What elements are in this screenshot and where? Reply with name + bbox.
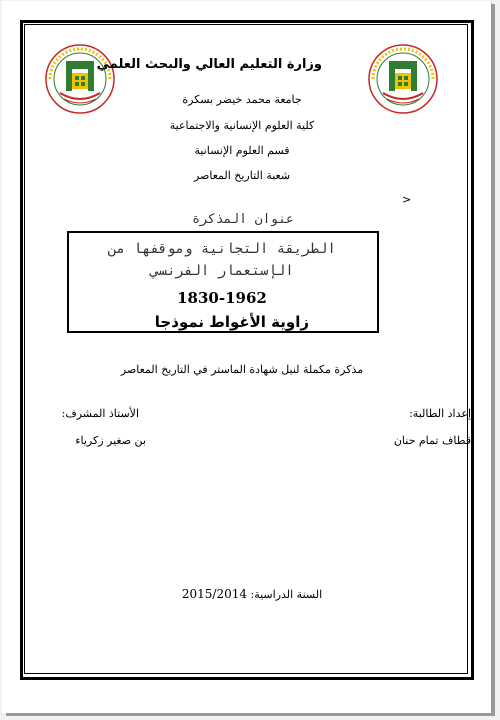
thesis-title-line-1: الطريقة التجانية وموقفها من: [108, 241, 336, 257]
thesis-title-box: [67, 231, 379, 333]
thesis-title-label: عنوان المذكرة: [192, 212, 294, 227]
academic-year: [152, 587, 352, 601]
supervisor-name: بن صغير زكرياء: [75, 434, 146, 447]
academic-year-value: 2015/2014: [181, 587, 247, 601]
university-seal-icon: [367, 43, 439, 115]
academic-year-label: السنة الدراسية:: [250, 588, 323, 601]
thesis-subtitle: زاوية الأغواط نموذجا: [154, 313, 309, 331]
supervisor-label: الأستاذ المشرف:: [61, 407, 139, 420]
department-name: قسم العلوم الإنسانية: [194, 144, 290, 157]
ministry-title: وزارة التعليم العالي والبحث العلمي: [96, 57, 322, 72]
university-seal-icon: [44, 43, 116, 115]
document-page: [2, 1, 491, 713]
student-name: قطاف تمام حنان: [393, 434, 471, 447]
university-name: جامعة محمد خيضر بسكرة: [182, 93, 302, 106]
stray-mark: >: [402, 193, 412, 206]
branch-name: شعبة التاريخ المعاصر: [193, 169, 291, 182]
thesis-years: 1830-1962: [177, 289, 267, 307]
thesis-description: مذكرة مكملة لنيل شهادة الماستر في التاريخ المعاصر: [120, 363, 364, 376]
student-label: إعداد الطالبة:: [409, 407, 471, 420]
thesis-title-line-2: الإستعمار الفرنسي: [150, 263, 294, 279]
faculty-name: كلية العلوم الإنسانية والاجتماعية: [169, 119, 315, 132]
